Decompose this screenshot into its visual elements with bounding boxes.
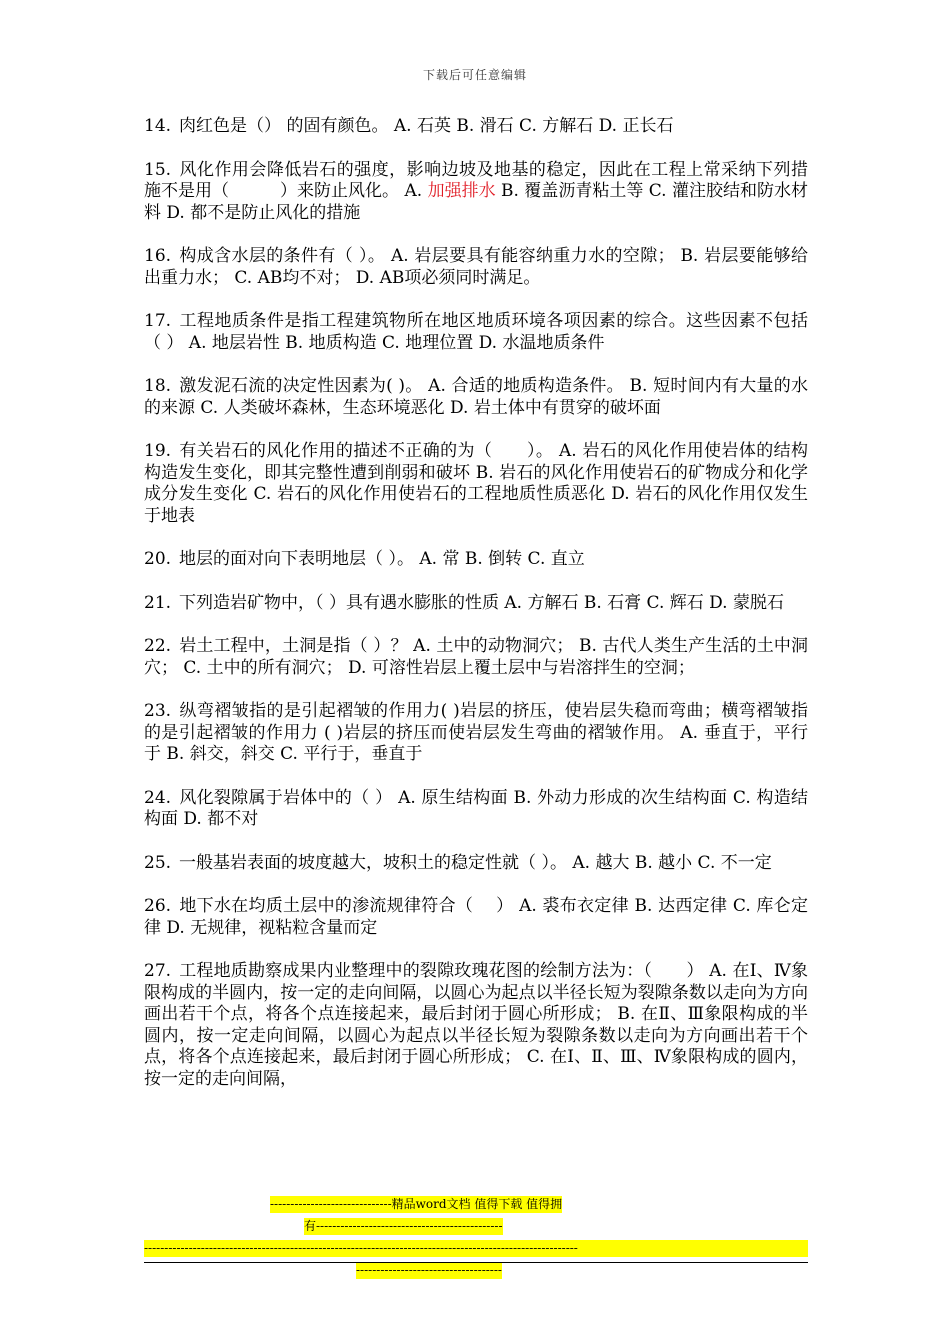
question-text: 激发泥石流的决定性因素为( )。 A. 合适的地质构造条件。 B. 短时间内有大量的水的来源 C. 人类破坏森林，生态环境恶化 D. 岩土体中有贯穿的破坏面 xyxy=(144,376,809,418)
question-27 xyxy=(144,961,808,1090)
question-15 xyxy=(144,160,808,225)
question-text: 构成含水层的条件有（ ）。 A. 岩层要具有能容纳重力水的空隙； B. 岩层要能够给出重力水； C. AB均不对； D. AB项必须同时满足。 xyxy=(144,246,808,288)
question-number: 17. xyxy=(144,311,172,331)
question-number: 16. xyxy=(144,246,172,266)
footer-line-4: ------------------------------------ xyxy=(356,1263,502,1277)
document-body xyxy=(144,116,808,1112)
question-20 xyxy=(144,549,808,571)
question-number: 19. xyxy=(144,441,172,461)
footer-line-3: ----------------------------------------------------------------------------------------------------------- xyxy=(144,1240,808,1257)
question-number: 23. xyxy=(144,701,172,721)
question-number: 22. xyxy=(144,636,172,656)
question-text: 工程地质勘察成果内业整理中的裂隙玫瑰花图的绘制方法为：（ ） A. 在Ⅰ、Ⅳ象限构成的半圆内，按一定的走向间隔，以圆心为起点以半径长短为裂隙条数以走向为方向画出若干个点，将各个点连接起来，最后封闭于圆心所形成； B. 在Ⅱ、Ⅲ象限构成的半圆内，按一定走向间隔，以圆心为起点以半径长短为裂隙条数以走向为方向画出若干个点，将各个点连接起来，最后封闭于圆心所形成； C. 在Ⅰ、Ⅱ、Ⅲ、Ⅳ象限构成的圆内，按一定的走向间隔， xyxy=(144,961,808,1089)
question-19 xyxy=(144,441,808,527)
question-23 xyxy=(144,701,808,766)
question-text: 下列造岩矿物中，（ ）具有遇水膨胀的性质 A. 方解石 B. 石膏 C. 辉石 D. 蒙脱石 xyxy=(179,592,784,613)
question-text: 岩土工程中，土洞是指（ ）？ A. 土中的动物洞穴； B. 古代人类生产生活的土中洞穴； C. 土中的所有洞穴； D. 可溶性岩层上覆土层中与岩溶拌生的空洞； xyxy=(144,636,808,678)
question-number: 20. xyxy=(144,549,172,569)
question-14 xyxy=(144,116,808,138)
question-text: 肉红色是（） 的固有颜色。 A. 石英 B. 滑石 C. 方解石 D. 正长石 xyxy=(179,116,674,136)
question-number: 25. xyxy=(144,852,172,873)
question-17 xyxy=(144,311,808,354)
question-25 xyxy=(144,853,808,875)
question-number: 14. xyxy=(144,116,172,136)
question-text: 一般基岩表面的坡度越大，坡积土的稳定性就（ ）。 A. 越大 B. 越小 C. 不一定 xyxy=(179,852,772,873)
question-number: 15. xyxy=(144,159,172,180)
question-21 xyxy=(144,593,808,615)
question-24 xyxy=(144,788,808,831)
question-22 xyxy=(144,636,808,679)
question-16 xyxy=(144,246,808,289)
question-number: 21. xyxy=(144,592,172,613)
question-number: 27. xyxy=(144,961,172,981)
question-text-continued: B. 覆盖沥青粘土等 C. 灌注胶结和防水材料 D. 都不是防止风化的措施 xyxy=(144,181,808,223)
footer-line-1: ------------------------------精品word文档 值得下载 值得拥 xyxy=(270,1197,563,1211)
question-text: 有关岩石的风化作用的描述不正确的为（ ）。 A. 岩石的风化作用使岩体的结构构造发生变化，即其完整性遭到削弱和破坏 B. 岩石的风化作用使岩石的矿物成分和化学成分发生变化 C. 岩石的风化作用使岩石的工程地质性质恶化 D. 岩石的风化作用仅发生于地表 xyxy=(144,441,808,526)
question-text: 工程地质条件是指工程建筑物所在地区地质环境各项因素的综合。这些因素不包括（ ） A. 地层岩性 B. 地质构造 C. 地理位置 D. 水温地质条件 xyxy=(144,311,808,353)
question-text: 纵弯褶皱指的是引起褶皱的作用力( )岩层的挤压，使岩层失稳而弯曲；横弯褶皱指的是引起褶皱的作用力 ( )岩层的挤压而使岩层发生弯曲的褶皱作用。 A. 垂直于，平行于 B. 斜交，斜交 C. 平行于，垂直于 xyxy=(144,701,808,764)
question-26 xyxy=(144,896,808,939)
page-footer-banner xyxy=(144,1196,808,1284)
question-number: 18. xyxy=(144,376,172,396)
question-text: 地下水在均质土层中的渗流规律符合（ ） A. 裘布衣定律 B. 达西定律 C. 库仑定律 D. 无规律，视粘粒含量而定 xyxy=(144,896,808,938)
footer-divider xyxy=(144,1262,808,1263)
question-number: 24. xyxy=(144,787,172,808)
question-18 xyxy=(144,376,808,419)
question-text: 风化裂隙属于岩体中的（ ） A. 原生结构面 B. 外动力形成的次生结构面 C. 构造结构面 D. 都不对 xyxy=(144,787,808,829)
footer-line-2: 有---------------------------------------------- xyxy=(304,1219,503,1233)
question-text: 地层的面对向下表明地层（ ）。 A. 常 B. 倒转 C. 直立 xyxy=(179,549,585,569)
question-text: 风化作用会降低岩石的强度，影响边坡及地基的稳定，因此在工程上常采纳下列措施不是用（ ）来防止风化。 A. xyxy=(144,159,808,201)
question-number: 26. xyxy=(144,896,172,916)
highlighted-answer: 加强排水 xyxy=(427,181,496,201)
page-header: 下载后可任意编辑 xyxy=(422,68,527,82)
